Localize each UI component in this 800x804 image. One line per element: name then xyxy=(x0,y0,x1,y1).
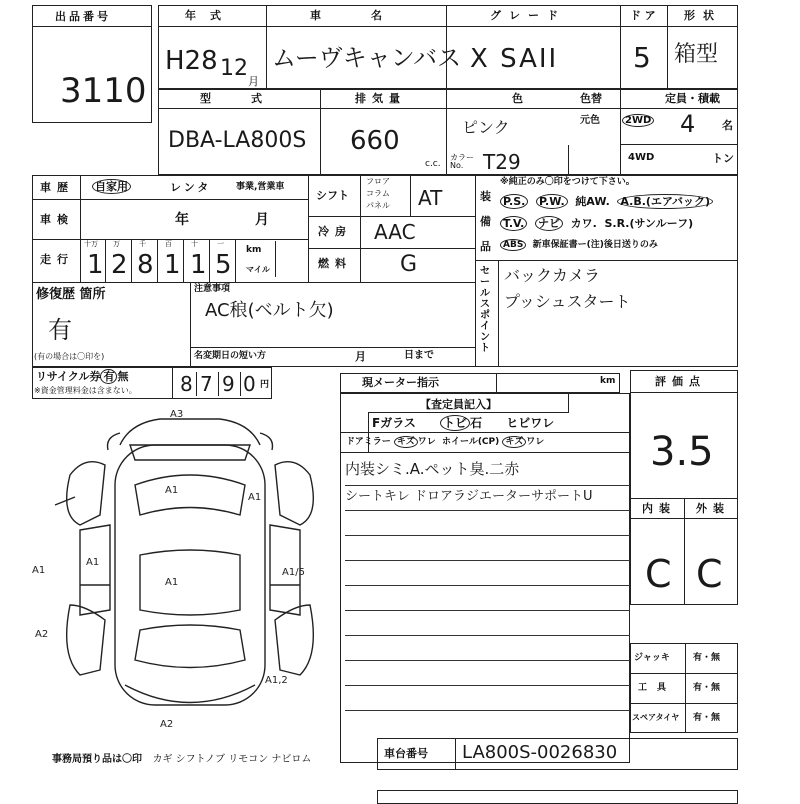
tools-label: 工具 xyxy=(638,683,677,693)
month-value: 12 xyxy=(220,56,248,81)
interior-value: C xyxy=(645,552,672,596)
score-label: 評価点 xyxy=(655,375,706,388)
tools-option: 有・無 xyxy=(693,683,721,693)
equipment-row1: P.S. P.W. 純AW. A.B.(エアバック) xyxy=(500,196,713,207)
shift-floor: フロア xyxy=(366,177,390,186)
displacement-unit: c.c. xyxy=(425,159,441,169)
displacement-label: 排気量 xyxy=(355,92,406,105)
damage-mark-right-front: A1 xyxy=(248,492,262,503)
digit-unit-10: 十 xyxy=(191,240,198,248)
office-note: 事務局預り品は〇印 カギ シフトノブ リモコン ナビロム xyxy=(52,754,312,765)
shape-value: 箱型 xyxy=(674,42,719,67)
repair-note: (有の場合は〇印を) xyxy=(34,352,105,361)
mileage-digit-6: 5 xyxy=(215,250,232,280)
color-no-value: T29 xyxy=(483,150,521,174)
spare-label: スペアタイヤ xyxy=(632,713,680,722)
chassis-value: LA800S-0026830 xyxy=(462,742,618,763)
color-value: ピンク xyxy=(462,118,510,137)
damage-mark-right-side: A1/5 xyxy=(282,567,305,578)
grade-label: グレード xyxy=(490,9,566,22)
damage-mark-left-door: A1 xyxy=(86,557,100,568)
inspection-year-unit: 年 xyxy=(175,212,189,228)
mileage-digit-2: 2 xyxy=(111,250,128,280)
recycle-digit-1: 8 xyxy=(180,372,193,396)
fuel-label: 燃料 xyxy=(318,257,352,270)
ac-value: AAC xyxy=(374,220,416,244)
sales-point-label: セールスポイント xyxy=(480,266,490,354)
meter-unit: km xyxy=(600,376,616,386)
interior-label: 内装 xyxy=(642,502,676,515)
lot-number: 3110 xyxy=(60,71,147,111)
color-change-label: 色替 xyxy=(580,92,602,105)
lot-label: 出品番号 xyxy=(55,10,111,23)
digit-unit-1k: 千 xyxy=(139,240,146,248)
mileage-digit-1: 1 xyxy=(87,250,104,280)
car-name: ムーヴキャンバス xyxy=(272,44,462,72)
jack-option: 有・無 xyxy=(693,653,721,663)
mileage-digit-5: 1 xyxy=(190,250,207,280)
door-value: 5 xyxy=(633,41,651,74)
drive-4wd: 4WD xyxy=(628,152,655,163)
digit-unit-1: 一 xyxy=(217,240,224,248)
history-option-private: 自家用 xyxy=(92,181,131,192)
grade-value: X SAII xyxy=(470,44,559,74)
expiry-label: 名変期日の短い方 xyxy=(194,351,267,361)
year-label: 年式 xyxy=(185,9,235,22)
equipment-row2: T.V. ナビ カワ. S.R.(サンルーフ) xyxy=(500,218,693,229)
capacity-label: 定員・積載 xyxy=(665,92,720,105)
equipment-label: 装備品 xyxy=(480,190,491,253)
color-label: 色 xyxy=(512,92,523,105)
sales-point-line-1: バックカメラ xyxy=(504,266,601,285)
month-unit: 月 xyxy=(248,75,259,88)
load-unit: トン xyxy=(712,152,734,165)
mile-label: マイル xyxy=(246,265,270,274)
damage-mark-bottom: A2 xyxy=(160,719,174,730)
meter-note-2: シートキレ ドロアラジエーターサポートU xyxy=(345,489,593,504)
shift-column: コラム xyxy=(366,189,390,198)
repair-value: 有 xyxy=(48,316,72,344)
car-damage-diagram xyxy=(32,405,320,735)
model-value: DBA-LA800S xyxy=(168,128,307,153)
history-option-rental: レンタ xyxy=(170,181,212,194)
meter-row1: Fガラス トビ 石 ヒビワレ xyxy=(372,416,555,430)
color-no-label: カラーNo. xyxy=(450,153,474,170)
mileage-label: 走行 xyxy=(40,253,74,266)
fuel-value: G xyxy=(400,252,418,277)
damage-mark-hood: A1 xyxy=(165,485,179,496)
original-color-label: 元色 xyxy=(580,115,600,126)
expiry-day-unit: 日まで xyxy=(404,350,434,361)
capacity-unit: 名 xyxy=(722,119,733,132)
drive-2wd: 2WD xyxy=(622,116,654,126)
digit-unit-100: 百 xyxy=(165,240,172,248)
meter-row2: ドアミラー キズ ワレ ホイール(CP) キズ ワレ xyxy=(346,437,545,447)
year-value: H28 xyxy=(165,46,218,76)
repair-label: 修復歴 箇所 xyxy=(36,287,106,302)
chassis-label: 車台番号 xyxy=(384,747,428,760)
ac-label: 冷房 xyxy=(318,225,352,238)
km-label: km xyxy=(246,245,262,255)
recycle-digit-3: 9 xyxy=(222,372,235,396)
name-label: 車名 xyxy=(310,9,432,22)
door-label: ドア xyxy=(630,9,660,22)
inspection-label: 車検 xyxy=(40,213,74,226)
recycle-digit-2: 7 xyxy=(200,372,213,396)
expiry-month-unit: 月 xyxy=(355,350,366,363)
digit-unit-100k: 十万 xyxy=(84,240,98,248)
inspector-box xyxy=(340,393,630,763)
damage-mark-left-rear: A2 xyxy=(35,629,49,640)
shift-panel: パネル xyxy=(366,201,390,210)
recycle-note: ※資金管理料金は含まない。 xyxy=(34,386,137,395)
capacity-value: 4 xyxy=(680,110,696,138)
equipment-row3: ABS 新車保証書ー(注)後日送りのみ xyxy=(500,241,658,250)
history-option-business: 事業,営業車 xyxy=(236,182,285,192)
recycle-unit: 円 xyxy=(260,380,270,390)
score-value: 3.5 xyxy=(650,429,714,475)
model-label: 型式 xyxy=(200,92,302,105)
displacement-value: 660 xyxy=(350,126,400,156)
inspector-label: 【査定員記入】 xyxy=(420,398,497,411)
damage-mark-a3: A3 xyxy=(170,409,184,420)
sales-point-line-2: プッシュスタート xyxy=(504,292,631,311)
digit-unit-10k: 万 xyxy=(113,240,120,248)
equipment-note: ※純正のみ〇印をつけて下さい。 xyxy=(500,177,635,187)
damage-mark-left-side: A1 xyxy=(32,565,46,576)
inspection-month-unit: 月 xyxy=(255,212,269,228)
shift-label: シフト xyxy=(316,189,349,202)
meter-label: 現メーター指示 xyxy=(362,376,439,389)
mileage-digit-4: 1 xyxy=(164,250,181,280)
recycle-digit-4: 0 xyxy=(243,372,256,396)
jack-label: ジャッキ xyxy=(634,653,670,663)
damage-mark-right-rear: A1,2 xyxy=(265,675,288,686)
exterior-value: C xyxy=(696,552,723,596)
shape-label: 形状 xyxy=(684,9,722,22)
shift-value: AT xyxy=(418,186,443,210)
history-label: 車歴 xyxy=(40,181,74,194)
caution-value: AC稂(ベルト欠) xyxy=(205,300,334,321)
spare-option: 有・無 xyxy=(693,713,721,723)
exterior-label: 外装 xyxy=(696,502,730,515)
mileage-digit-3: 8 xyxy=(137,250,154,280)
meter-note-1: 内装シミ.A.ペット臭.二赤 xyxy=(345,460,520,478)
damage-mark-roof: A1 xyxy=(165,577,179,588)
caution-label: 注意事項 xyxy=(194,284,231,294)
recycle-label: リサイクル券 有 無 xyxy=(36,370,129,383)
